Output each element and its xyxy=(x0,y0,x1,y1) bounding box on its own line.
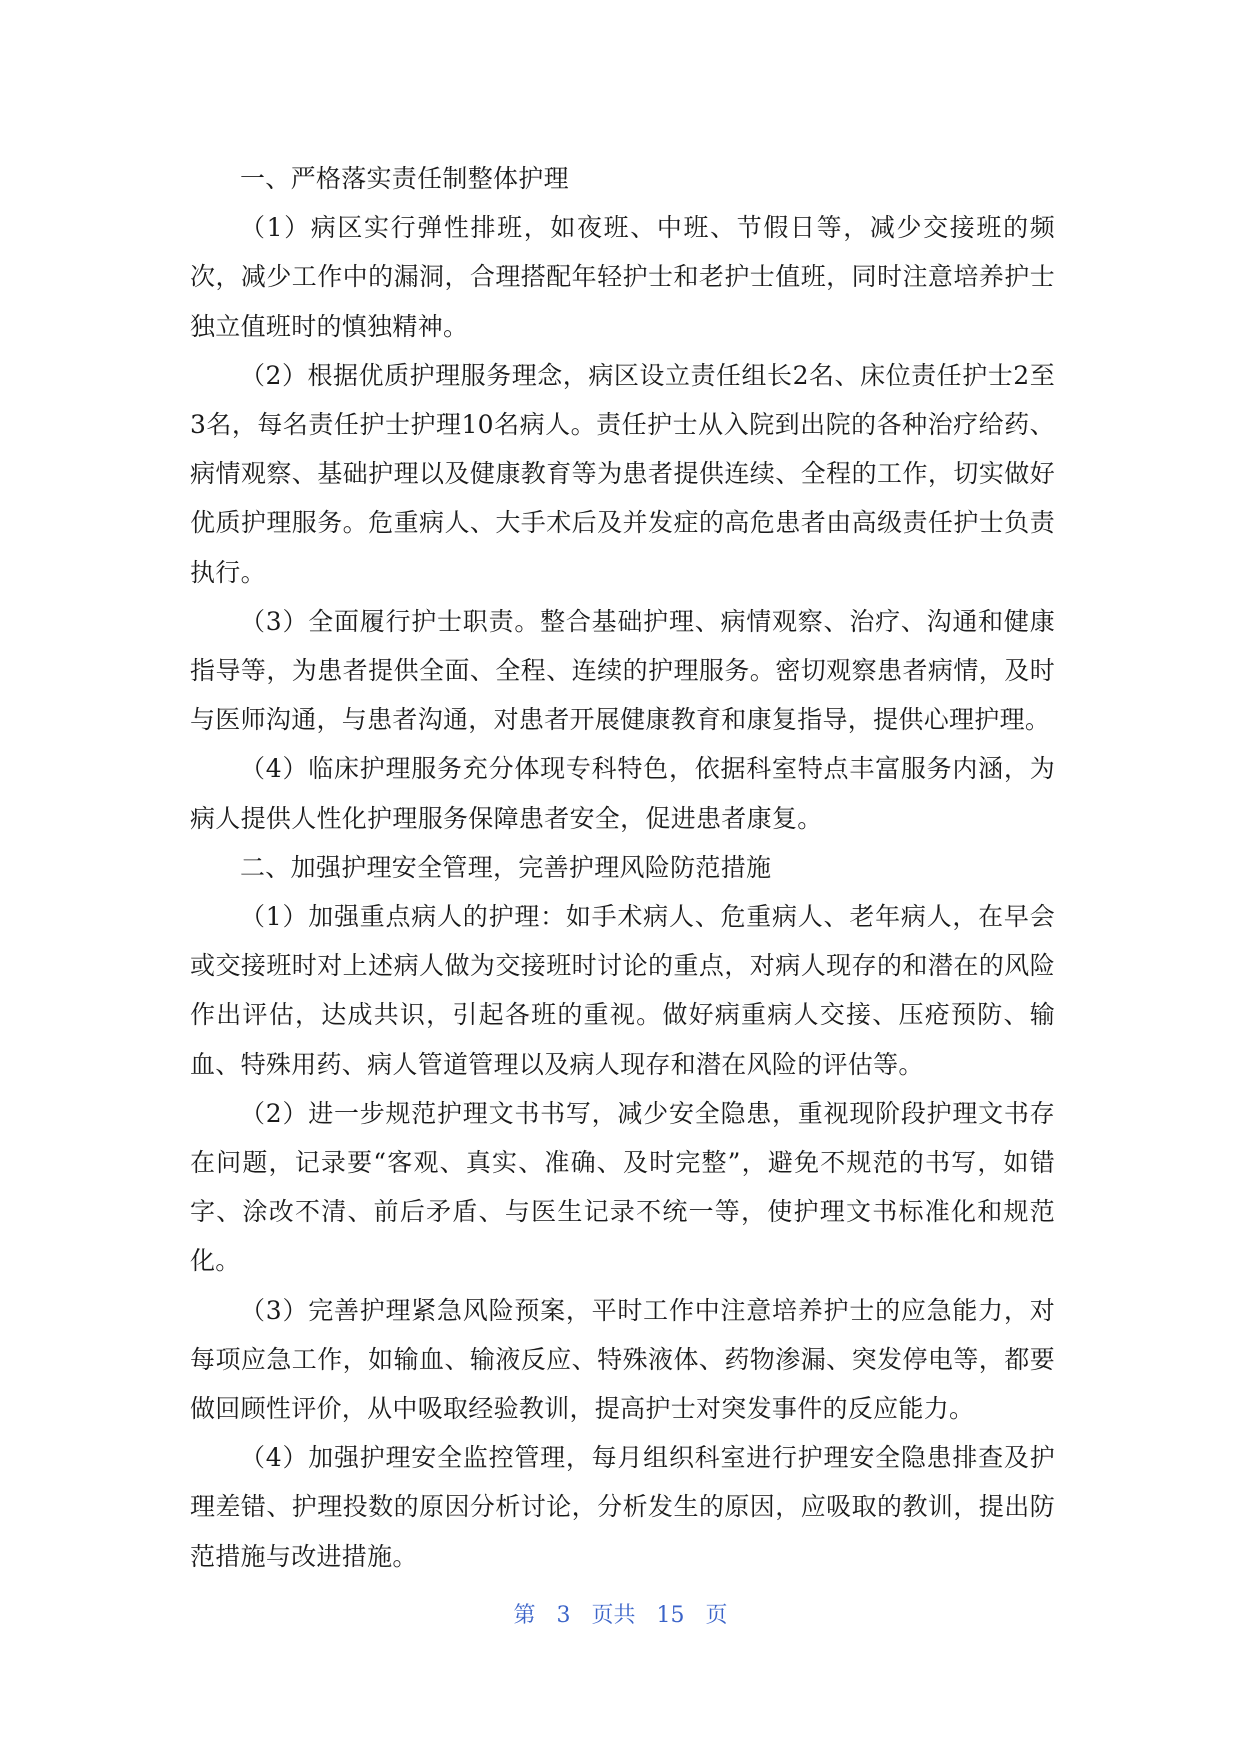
footer-page-number: 3 xyxy=(556,1603,571,1628)
paragraph: （4）临床护理服务充分体现专科特色，依据科室特点丰富服务内涵，为病人提供人性化护理服务保障患者安全，促进患者康复。 xyxy=(190,754,1055,833)
footer-total-pages: 15 xyxy=(656,1603,685,1628)
paragraph: （3）完善护理紧急风险预案，平时工作中注意培养护士的应急能力，对每项应急工作，如输血、输液反应、特殊液体、药物渗漏、突发停电等，都要做回顾性评价，从中吸取经验教训，提高护士对突发事件的反应能力。 xyxy=(190,1295,1055,1424)
footer-suffix: 页 xyxy=(705,1603,728,1628)
paragraph: （1）病区实行弹性排班，如夜班、中班、节假日等，减少交接班的频次，减少工作中的漏洞，合理搭配年轻护士和老护士值班，同时注意培养护士独立值班时的慎独精神。 xyxy=(190,213,1055,341)
section-heading-1: 一、严格落实责任制整体护理 xyxy=(240,164,569,193)
paragraph: （1）加强重点病人的护理：如手术病人、危重病人、老年病人，在早会或交接班时对上述病人做为交接班时讨论的重点，对病人现存的和潜在的风险作出评估，达成共识，引起各班的重视。做好病重病人交接、压疮预防、输血、特殊用药、病人管道管理以及病人现存和潜在风险的评估等。 xyxy=(190,902,1055,1079)
paragraph: （3）全面履行护士职责。整合基础护理、病情观察、治疗、沟通和健康指导等，为患者提供全面、全程、连续的护理服务。密切观察患者病情，及时与医师沟通，与患者沟通，对患者开展健康教育和康复指导，提供心理护理。 xyxy=(190,606,1055,735)
paragraph: （2）进一步规范护理文书书写，减少安全隐患，重视现阶段护理文书存在问题，记录要“客观、真实、准确、及时完整”，避免不规范的书写，如错字、涂改不清、前后矛盾、与医生记录不统一等，使护理文书标准化和规范化。 xyxy=(190,1098,1055,1276)
section-heading-2: 二、加强护理安全管理，完善护理风险防范措施 xyxy=(240,852,772,882)
document-body xyxy=(190,154,1055,1581)
paragraph: （2）根据优质护理服务理念，病区设立责任组长2名、床位责任护士2至3名，每名责任护士护理10名病人。责任护士从入院到出院的各种治疗给药、病情观察、基础护理以及健康教育等为患者提供连续、全程的工作，切实做好优质护理服务。危重病人、大手术后及并发症的高危患者由高级责任护士负责执行。 xyxy=(190,360,1055,587)
paragraph: （4）加强护理安全监控管理，每月组织科室进行护理安全隐患排查及护理差错、护理投数的原因分析讨论，分析发生的原因，应吸取的教训，提出防范措施与改进措施。 xyxy=(190,1443,1055,1571)
page-footer xyxy=(0,1598,1241,1629)
footer-prefix: 第 xyxy=(513,1603,536,1628)
footer-middle: 页共 xyxy=(591,1603,636,1628)
